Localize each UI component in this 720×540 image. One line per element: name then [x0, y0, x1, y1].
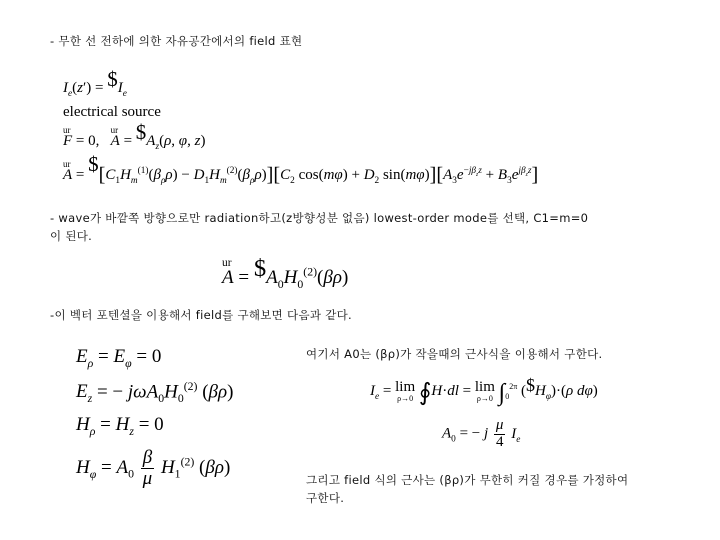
equation-e-rho-phi: $E_\rho = E_\varphi = 0$ — [76, 346, 162, 370]
section-heading-field: - 무한 선 전하에 의한 자유공간에서의 field 표현 — [50, 34, 303, 48]
section-heading-fields: -이 벡터 포텐셜을 이용해서 field를 구해보면 다음과 같다. — [50, 308, 352, 322]
equation-h-rho-z: $H_\rho = H_z = 0$ — [76, 414, 164, 438]
equation-a0: $A_0$ = − j $\frac{\mu}{4}$ $I_e$ — [442, 417, 521, 450]
equation-current-source: $I_e(z')$ = $\$I_e$ — [63, 67, 127, 99]
equation-vector-potential: ur $A = \$A_0H_0^{(2)}(\beta\rho)$ — [222, 255, 349, 291]
section-heading-lowest-order: - wave가 바깥쪽 방향으로만 radiation하고(z방향성분 없음) lowest-order mode를 선택, C1=m=0 — [50, 211, 589, 225]
equation-e-z: $E_z$ = − $j\omega A_0H_0^{(2)}$ (βρ) — [76, 380, 234, 406]
section-heading-lowest-order-cont: 이 된다. — [50, 229, 93, 243]
note-far-field-approximation: 그리고 field 식의 근사는 (βρ)가 무한히 커질 경우를 가정하여 — [306, 473, 629, 487]
note-far-field-approximation-cont: 구한다. — [306, 491, 345, 505]
equation-h-phi: $H_\varphi = A_0$ $\frac{\beta}{\mu}$ $H_1^{(2)}$ (βρ) — [76, 447, 231, 489]
note-a0-approximation: 여기서 A0는 (βρ)가 작을때의 근사식을 이용해서 구한다. — [306, 347, 603, 361]
equation-potential-zero: ur F = 0, ur $A = \$A_z(\rho$, φ, z) — [63, 120, 206, 152]
equation-general-solution: ur $A = \$[C_1H_m^{(1)}(\beta_\rho\rho) - D_1H_m^{(2)}(\beta_\rho\rho)][C_2$ $\cos(m\varphi) + D_2$ $\sin(m\varphi)][A_3e^{-j\beta_zz} + B_3e^{j\beta_zz}]$ — [63, 152, 539, 186]
equation-current-integral: $I_e = \lim$ ρ→0 ∮H·dl = lim ρ→0 $\int_0^{2\pi}$ $(\$H_\varphi)\cdot(\rho$ dφ) — [370, 375, 598, 406]
label-electrical-source: electrical source — [63, 104, 161, 120]
